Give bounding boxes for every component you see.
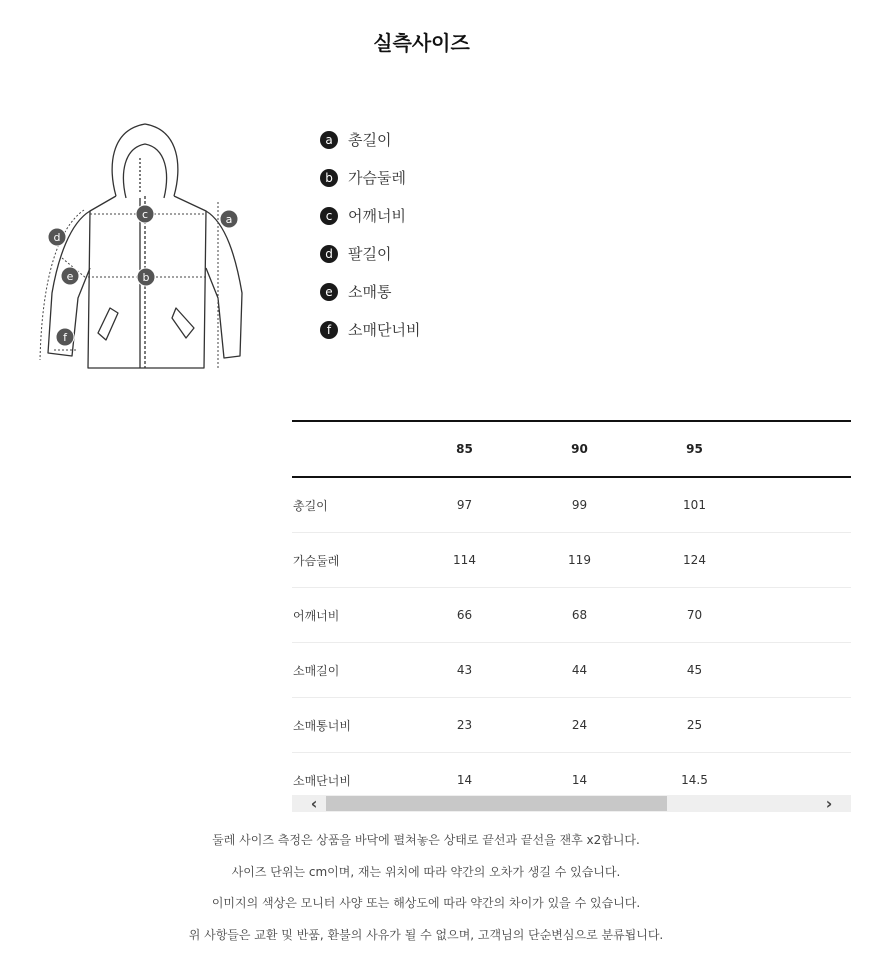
- marker-e: e: [67, 270, 74, 283]
- legend-label-d: 팔길이: [348, 240, 391, 268]
- table-row: [292, 643, 851, 698]
- row-label: 소매길이: [292, 643, 407, 698]
- legend-badge-d: d: [320, 245, 338, 263]
- table-cell-empty: [752, 588, 851, 643]
- row-label: 소매단너비: [292, 753, 407, 809]
- table-cell: 44: [522, 643, 637, 698]
- marker-c: c: [142, 208, 148, 221]
- row-label: 총길이: [292, 477, 407, 533]
- header-cell-empty: [752, 421, 851, 477]
- table-cell: 124: [637, 533, 752, 588]
- legend-item-c: [320, 202, 420, 240]
- table-cell: 114: [407, 533, 522, 588]
- legend-badge-e: e: [320, 283, 338, 301]
- table-row: [292, 477, 851, 533]
- table-cell: 101: [637, 477, 752, 533]
- header-cell-85: 85: [407, 421, 522, 477]
- table-cell: 119: [522, 533, 637, 588]
- table-header-row: [292, 421, 851, 477]
- table-cell: 45: [637, 643, 752, 698]
- note-line: 이미지의 색상은 모니터 사양 또는 해상도에 따라 약간의 차이가 있을 수 있습니다.: [0, 892, 852, 924]
- legend-label-c: 어깨너비: [348, 202, 406, 230]
- marker-f: f: [63, 331, 68, 344]
- legend-badge-c: c: [320, 207, 338, 225]
- legend-label-b: 가슴둘레: [348, 164, 406, 192]
- table-row: [292, 533, 851, 588]
- legend-item-e: [320, 278, 420, 316]
- table-cell: 70: [637, 588, 752, 643]
- header-cell-blank: [292, 421, 407, 477]
- table-cell-empty: [752, 533, 851, 588]
- marker-d: d: [54, 231, 61, 244]
- table-cell-empty: [752, 643, 851, 698]
- page-title: 실측사이즈: [0, 27, 843, 56]
- scrollbar-thumb[interactable]: [326, 796, 667, 811]
- legend-item-f: [320, 316, 420, 354]
- legend-item-d: [320, 240, 420, 278]
- jacket-measurement-diagram: [28, 118, 250, 376]
- chevron-right-icon[interactable]: ›: [819, 795, 839, 812]
- table-cell: 25: [637, 698, 752, 753]
- legend-badge-a: a: [320, 131, 338, 149]
- size-table: [292, 420, 851, 809]
- table-cell: 99: [522, 477, 637, 533]
- horizontal-scrollbar[interactable]: [292, 795, 851, 812]
- table-row: [292, 698, 851, 753]
- table-cell-empty: [752, 698, 851, 753]
- legend-label-e: 소매통: [348, 278, 391, 306]
- table-cell: 24: [522, 698, 637, 753]
- legend-badge-b: b: [320, 169, 338, 187]
- table-cell: 68: [522, 588, 637, 643]
- table-cell: 14.5: [637, 753, 752, 809]
- table-cell-empty: [752, 477, 851, 533]
- table-cell: 14: [407, 753, 522, 809]
- table-cell: 23: [407, 698, 522, 753]
- table-cell: 14: [522, 753, 637, 809]
- note-line: 둘레 사이즈 측정은 상품을 바닥에 펼쳐놓은 상태로 끝선과 끝선을 잰후 x2합니다.: [0, 829, 852, 861]
- table-row: [292, 588, 851, 643]
- row-label: 소매통너비: [292, 698, 407, 753]
- note-line: 위 사항들은 교환 및 반품, 환불의 사유가 될 수 없으며, 고객님의 단순변심으로 분류됩니다.: [0, 924, 852, 955]
- marker-a: a: [226, 213, 233, 226]
- header-cell-95: 95: [637, 421, 752, 477]
- legend-item-b: [320, 164, 420, 202]
- table-cell: 97: [407, 477, 522, 533]
- measurement-legend: [320, 126, 420, 354]
- table-cell: 43: [407, 643, 522, 698]
- marker-b: b: [143, 271, 150, 284]
- legend-label-a: 총길이: [348, 126, 391, 154]
- table-cell: 66: [407, 588, 522, 643]
- legend-badge-f: f: [320, 321, 338, 339]
- size-notes: [0, 829, 852, 955]
- legend-label-f: 소매단너비: [348, 316, 420, 344]
- row-label: 가슴둘레: [292, 533, 407, 588]
- legend-item-a: [320, 126, 420, 164]
- note-line: 사이즈 단위는 cm이며, 재는 위치에 따라 약간의 오차가 생길 수 있습니다.: [0, 861, 852, 893]
- row-label: 어깨너비: [292, 588, 407, 643]
- header-cell-90: 90: [522, 421, 637, 477]
- chevron-left-icon[interactable]: ‹: [304, 795, 324, 812]
